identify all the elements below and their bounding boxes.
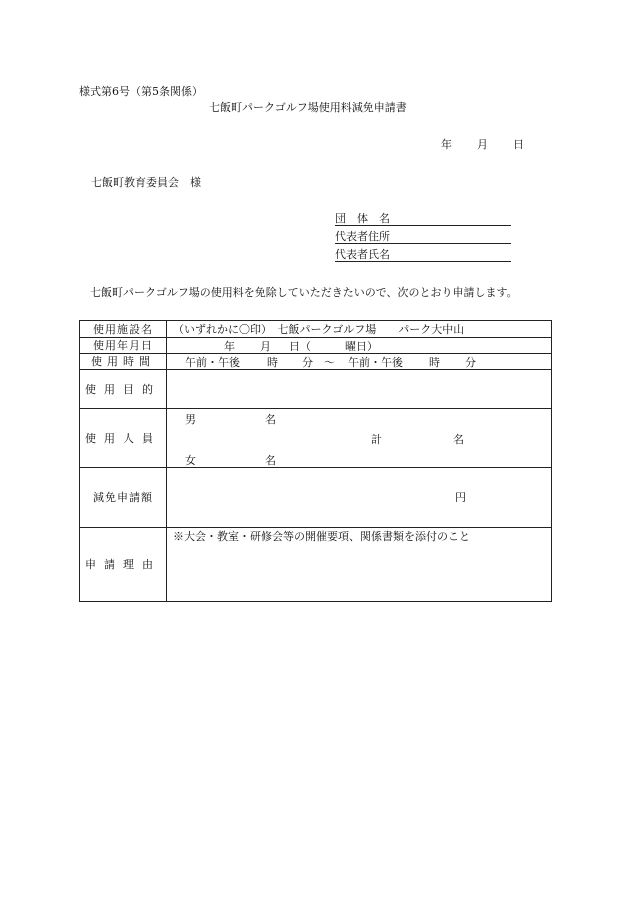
facility-row xyxy=(80,321,552,338)
end-ampm: 午前・午後 xyxy=(348,356,403,369)
use-date-row xyxy=(80,338,552,354)
time-tilde: ～ xyxy=(324,356,335,369)
reason-value[interactable] xyxy=(167,528,552,602)
group-name-label: 団 体 名 xyxy=(335,212,390,225)
group-name-field[interactable] xyxy=(335,213,511,226)
use-time-row xyxy=(80,354,552,370)
start-hour: 時 xyxy=(267,356,278,369)
male-label: 男 xyxy=(185,413,196,426)
use-date-label: 使用年月日 xyxy=(80,338,167,354)
use-time-label: 使用時間 xyxy=(80,354,167,370)
female-label: 女 xyxy=(185,454,196,467)
users-label: 使用人員 xyxy=(80,409,167,468)
date-year: 年 xyxy=(441,138,452,151)
reduction-label: 減免申請額 xyxy=(80,468,167,528)
start-ampm: 午前・午後 xyxy=(185,356,240,369)
use-time-value[interactable] xyxy=(167,354,552,370)
facility-label: 使用施設名 xyxy=(80,321,167,338)
users-value[interactable] xyxy=(167,409,552,468)
female-unit: 名 xyxy=(265,454,276,467)
start-minute: 分 xyxy=(302,356,313,369)
application-table xyxy=(79,320,552,602)
address-field[interactable] xyxy=(335,231,511,244)
representative-name-field[interactable] xyxy=(335,249,511,262)
purpose-value[interactable] xyxy=(167,370,552,409)
end-minute: 分 xyxy=(465,356,476,369)
use-date-weekday: 曜日） xyxy=(345,340,378,353)
statement: 七飯町パークゴルフ場の使用料を免除していただきたいので、次のとおり申請します。 xyxy=(90,286,518,299)
facility-value[interactable] xyxy=(167,321,552,338)
purpose-row xyxy=(80,370,552,409)
date-day: 日 xyxy=(513,138,524,151)
reduction-unit: 円 xyxy=(455,491,466,504)
address-label: 代表者住所 xyxy=(335,230,390,243)
reason-row xyxy=(80,528,552,602)
page-title: 七飯町パークゴルフ場使用料減免申請書 xyxy=(209,101,407,114)
reduction-value[interactable] xyxy=(167,468,552,528)
total-unit: 名 xyxy=(453,433,464,446)
reason-note: ※大会・教室・研修会等の開催要項、関係書類を添付のこと xyxy=(173,530,470,543)
name-label: 代表者氏名 xyxy=(335,248,390,261)
purpose-label: 使用目的 xyxy=(80,370,167,409)
use-date-value[interactable] xyxy=(167,338,552,354)
use-date-month: 月 xyxy=(260,340,271,353)
reason-label: 申請理由 xyxy=(80,528,167,602)
users-row xyxy=(80,409,552,468)
facility-text: （いずれかに〇印） 七飯パークゴルフ場 パーク大中山 xyxy=(173,323,465,336)
recipient: 七飯町教育委員会 様 xyxy=(91,176,201,189)
total-label: 計 xyxy=(371,433,382,446)
use-date-year: 年 xyxy=(224,340,235,353)
male-unit: 名 xyxy=(265,413,276,426)
form-number: 様式第6号（第5条関係） xyxy=(79,85,203,98)
date-month: 月 xyxy=(477,138,488,151)
use-date-day: 日（ xyxy=(289,340,311,353)
end-hour: 時 xyxy=(429,356,440,369)
reduction-row xyxy=(80,468,552,528)
